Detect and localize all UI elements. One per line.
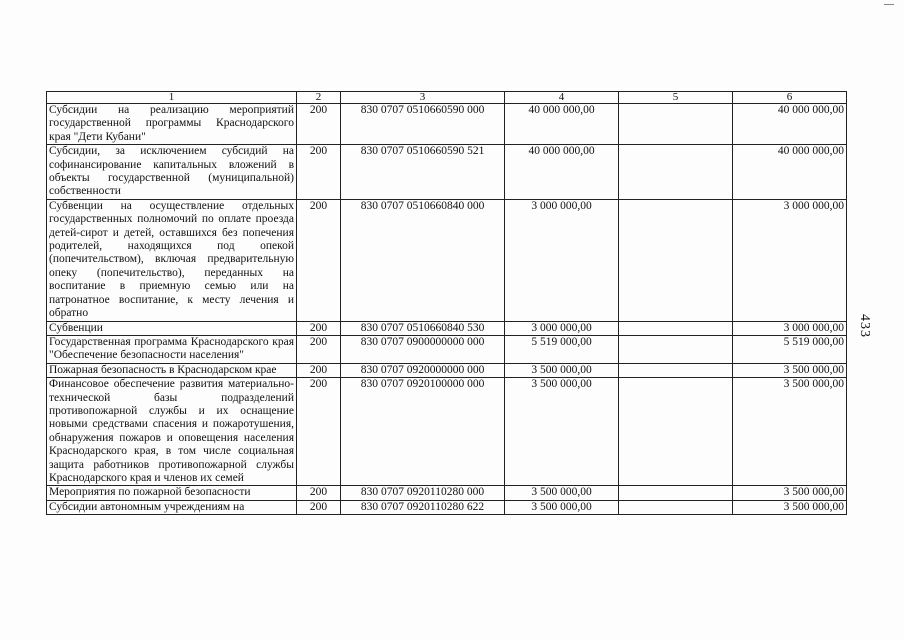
header-col-3: 3 xyxy=(341,92,505,104)
row-value-col4: 5 519 000,00 xyxy=(505,335,619,363)
header-col-5: 5 xyxy=(619,92,733,104)
table-header-row xyxy=(47,92,847,104)
table-row xyxy=(47,104,847,145)
row-code: 830 0707 0510660590 000 xyxy=(341,104,505,145)
row-value-col4: 3 000 000,00 xyxy=(505,321,619,335)
row-value-col6: 40 000 000,00 xyxy=(733,104,847,145)
row-value-col6: 40 000 000,00 xyxy=(733,145,847,200)
row-code: 830 0707 0510660840 000 xyxy=(341,199,505,321)
row-code: 830 0707 0920110280 622 xyxy=(341,500,505,514)
row-value-col6: 3 000 000,00 xyxy=(733,321,847,335)
table-row xyxy=(47,321,847,335)
row-name: Субвенции xyxy=(47,321,297,335)
row-number: 200 xyxy=(297,363,341,377)
row-name: Мероприятия по пожарной безопасности xyxy=(47,486,297,500)
header-col-2: 2 xyxy=(297,92,341,104)
row-code: 830 0707 0510660590 521 xyxy=(341,145,505,200)
row-value-col4: 40 000 000,00 xyxy=(505,104,619,145)
row-value-col4: 3 000 000,00 xyxy=(505,199,619,321)
row-value-col5 xyxy=(619,104,733,145)
header-col-4: 4 xyxy=(505,92,619,104)
row-number: 200 xyxy=(297,378,341,486)
table-row xyxy=(47,335,847,363)
row-number: 200 xyxy=(297,321,341,335)
row-value-col6: 3 500 000,00 xyxy=(733,486,847,500)
row-value-col5 xyxy=(619,486,733,500)
row-value-col6: 3 000 000,00 xyxy=(733,199,847,321)
row-value-col5 xyxy=(619,378,733,486)
page-number: 433 xyxy=(857,314,872,338)
row-value-col4: 40 000 000,00 xyxy=(505,145,619,200)
row-number: 200 xyxy=(297,104,341,145)
row-value-col6: 3 500 000,00 xyxy=(733,500,847,514)
row-value-col5 xyxy=(619,321,733,335)
scan-corner-mark xyxy=(884,4,894,5)
row-value-col5 xyxy=(619,145,733,200)
row-number: 200 xyxy=(297,486,341,500)
row-name: Пожарная безопасность в Краснодарском крае xyxy=(47,363,297,377)
row-name: Финансовое обеспечение развития материально-технической базы подразделений противопожарной службы и их оснащение новыми средствами спасения и пожаротушения, обнаружения пожаров и оповещения населения Краснодарского края, в том числе социальная защита работников противопожарной службы Краснодарского края и членов их семей xyxy=(47,378,297,486)
table-row xyxy=(47,486,847,500)
row-code: 830 0707 0510660840 530 xyxy=(341,321,505,335)
row-code: 830 0707 0920110280 000 xyxy=(341,486,505,500)
row-value-col4: 3 500 000,00 xyxy=(505,500,619,514)
row-code: 830 0707 0920100000 000 xyxy=(341,378,505,486)
row-number: 200 xyxy=(297,335,341,363)
row-value-col5 xyxy=(619,363,733,377)
table-row xyxy=(47,378,847,486)
row-name: Государственная программа Краснодарского края "Обеспечение безопасности населения" xyxy=(47,335,297,363)
row-value-col5 xyxy=(619,199,733,321)
row-name: Субсидии, за исключением субсидий на софинансирование капитальных вложений в объекты государственной (муниципальной) собственности xyxy=(47,145,297,200)
header-col-6: 6 xyxy=(733,92,847,104)
row-number: 200 xyxy=(297,145,341,200)
header-col-1: 1 xyxy=(47,92,297,104)
table-row xyxy=(47,145,847,200)
row-name: Субвенции на осуществление отдельных государственных полномочий по оплате проезда детей-сирот и детей, оставшихся без попечения родителей, находящихся под опекой (попечительством), включая предварительную опеку (попечительство), переданных на воспитание в приемную семью или на патронатное воспитание, к месту лечения и обратно xyxy=(47,199,297,321)
budget-table xyxy=(46,91,847,515)
row-number: 200 xyxy=(297,500,341,514)
row-name: Субсидии на реализацию мероприятий государственной программы Краснодарского края "Дети Кубани" xyxy=(47,104,297,145)
row-code: 830 0707 0920000000 000 xyxy=(341,363,505,377)
row-code: 830 0707 0900000000 000 xyxy=(341,335,505,363)
row-value-col4: 3 500 000,00 xyxy=(505,378,619,486)
row-value-col6: 3 500 000,00 xyxy=(733,363,847,377)
row-value-col5 xyxy=(619,335,733,363)
row-number: 200 xyxy=(297,199,341,321)
table-row xyxy=(47,199,847,321)
row-value-col6: 3 500 000,00 xyxy=(733,378,847,486)
row-name: Субсидии автономным учреждениям на xyxy=(47,500,297,514)
row-value-col4: 3 500 000,00 xyxy=(505,363,619,377)
row-value-col5 xyxy=(619,500,733,514)
row-value-col6: 5 519 000,00 xyxy=(733,335,847,363)
table-row xyxy=(47,500,847,514)
table-row xyxy=(47,363,847,377)
row-value-col4: 3 500 000,00 xyxy=(505,486,619,500)
